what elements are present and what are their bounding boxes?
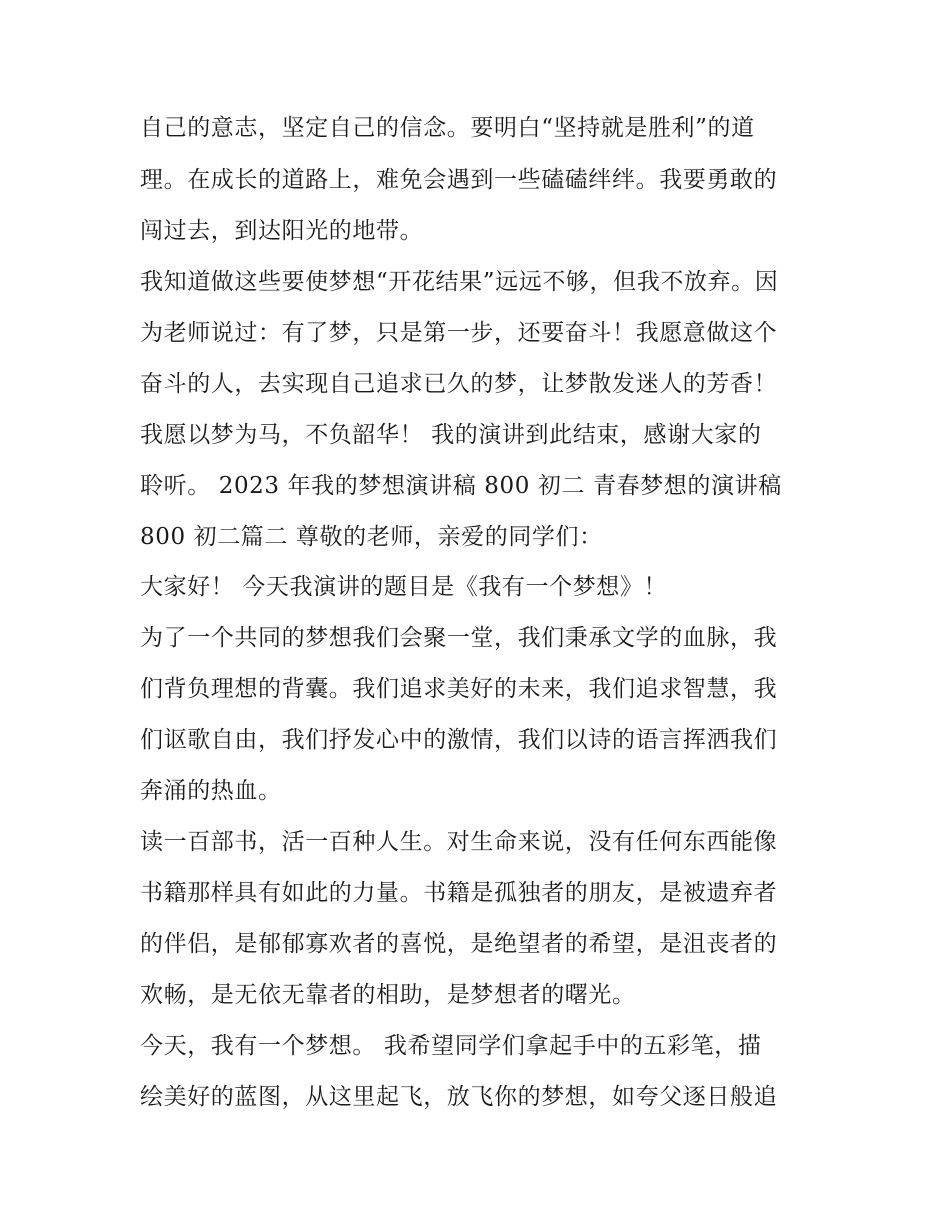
text-line: 今天，我有一个梦想。 我希望同学们拿起手中的五彩笔，描	[140, 1033, 762, 1059]
text-line: 们背负理想的背囊。我们追求美好的未来，我们追求智慧，我	[140, 676, 778, 702]
text-line: 我知道做这些要使梦想“开花结果”远远不够，但我不放弃。因	[140, 269, 779, 295]
text-line: 奔涌的热血。	[140, 778, 282, 804]
text-line: 读一百部书，活一百种人生。对生命来说，没有任何东西能像	[140, 829, 778, 855]
text-line: 理。在成长的道路上，难免会遇到一些磕磕绊绊。我要勇敢的	[140, 167, 778, 193]
text-line: 欢畅，是无依无靠者的相助，是梦想者的曙光。	[140, 982, 636, 1008]
text-line: 为老师说过：有了梦，只是第一步，还要奋斗！我愿意做这个	[140, 320, 778, 346]
text-line: 我愿以梦为马，不负韶华！ 我的演讲到此结束，感谢大家的	[140, 422, 762, 448]
text-line: 闯过去，到达阳光的地带。	[140, 218, 424, 244]
text-line: 大家好！ 今天我演讲的题目是《我有一个梦想》！	[140, 574, 668, 600]
text-line: 聆听。 2023 年我的梦想演讲稿 800 初二 青春梦想的演讲稿	[140, 473, 782, 499]
text-line: 800 初二篇二 尊敬的老师，亲爱的同学们：	[140, 524, 603, 550]
text-line: 绘美好的蓝图，从这里起飞，放飞你的梦想，如夸父逐日般追	[140, 1084, 778, 1110]
text-line: 自己的意志，坚定自己的信念。要明白“坚持就是胜利”的道	[140, 115, 755, 141]
text-line: 奋斗的人，去实现自己追求已久的梦，让梦散发迷人的芳香！	[140, 371, 778, 397]
text-line: 们讴歌自由，我们抒发心中的激情，我们以诗的语言挥洒我们	[140, 727, 778, 753]
text-line: 的伴侣，是郁郁寡欢者的喜悦，是绝望者的希望，是沮丧者的	[140, 931, 778, 957]
text-line: 为了一个共同的梦想我们会聚一堂，我们秉承文学的血脉，我	[140, 625, 778, 651]
text-line: 书籍那样具有如此的力量。书籍是孤独者的朋友，是被遗弃者	[140, 880, 778, 906]
